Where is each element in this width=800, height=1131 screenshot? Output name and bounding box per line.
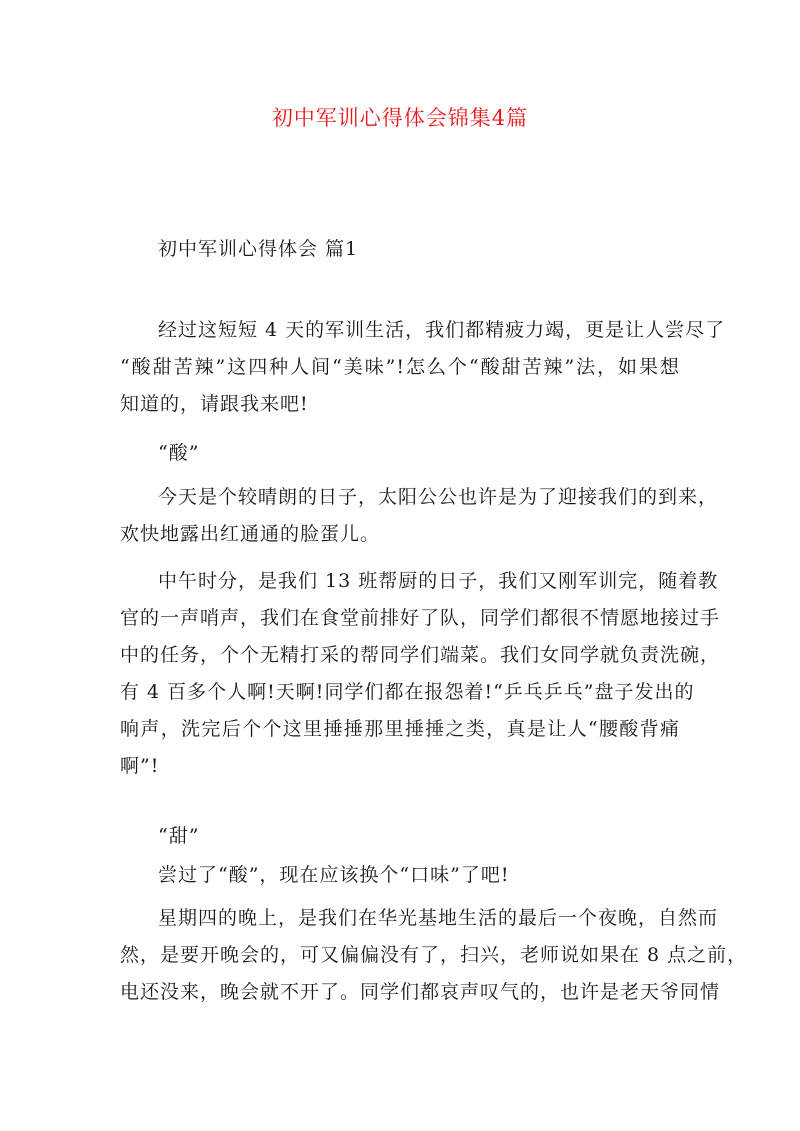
paragraph-line: “酸甜苦辣”这四种人间“美味”!怎么个“酸甜苦辣”法，如果想 <box>120 356 680 378</box>
paragraph-line: “甜” <box>158 825 200 847</box>
paragraph-line: 中的任务，个个无精打采的帮同学们端菜。我们女同学就负责洗碗， <box>120 644 721 666</box>
paragraph-line: 啊”! <box>120 755 160 777</box>
paragraph-line: 响声，洗完后个个这里捶捶那里捶捶之类，真是让人“腰酸背痛 <box>120 718 680 740</box>
paragraph-line: 官的一声哨声，我们在食堂前排好了队，同学们都很不情愿地接过手 <box>120 607 721 629</box>
paragraph <box>120 312 726 423</box>
paragraph <box>120 818 680 855</box>
paragraph-line: 有 4 百多个人啊!天啊!同学们都在报怨着!“乒乓乒乓”盘子发出的 <box>120 681 695 703</box>
paragraph-line: 今天是个较晴朗的日子，太阳公公也许是为了迎接我们的到来， <box>158 486 719 508</box>
paragraph <box>120 857 680 894</box>
section-heading: 初中军训心得体会 篇1 <box>158 238 359 260</box>
paragraph-line: 电还没来，晚会就不开了。同学们都哀声叹气的，也许是老天爷同情 <box>120 981 721 1003</box>
paragraph-line: “酸” <box>158 442 200 464</box>
paragraph-line: 经过这短短 4 天的军训生活，我们都精疲力竭，更是让人尝尽了 <box>158 319 726 341</box>
paragraph-line: 星期四的晚上，是我们在华光基地生活的最后一个夜晚，自然而 <box>158 907 719 929</box>
paragraph <box>120 435 680 472</box>
document-title: 初中军训心得体会锦集4篇 <box>271 106 529 130</box>
paragraph-line: 然，是要开晚会的，可又偏偏没有了，扫兴，老师说如果在 8 点之前， <box>120 944 748 966</box>
paragraph-line: 中午时分，是我们 13 班帮厨的日子，我们又刚军训完，随着教 <box>158 570 719 592</box>
paragraph-line: 欢快地露出红通通的脸蛋儿。 <box>120 523 381 545</box>
paragraph-line: 知道的，请跟我来吧! <box>120 393 309 415</box>
paragraph <box>120 479 719 553</box>
paragraph <box>120 563 721 785</box>
paragraph <box>120 900 748 1011</box>
paragraph-line: 尝过了“酸”，现在应该换个“口味”了吧! <box>158 864 510 886</box>
